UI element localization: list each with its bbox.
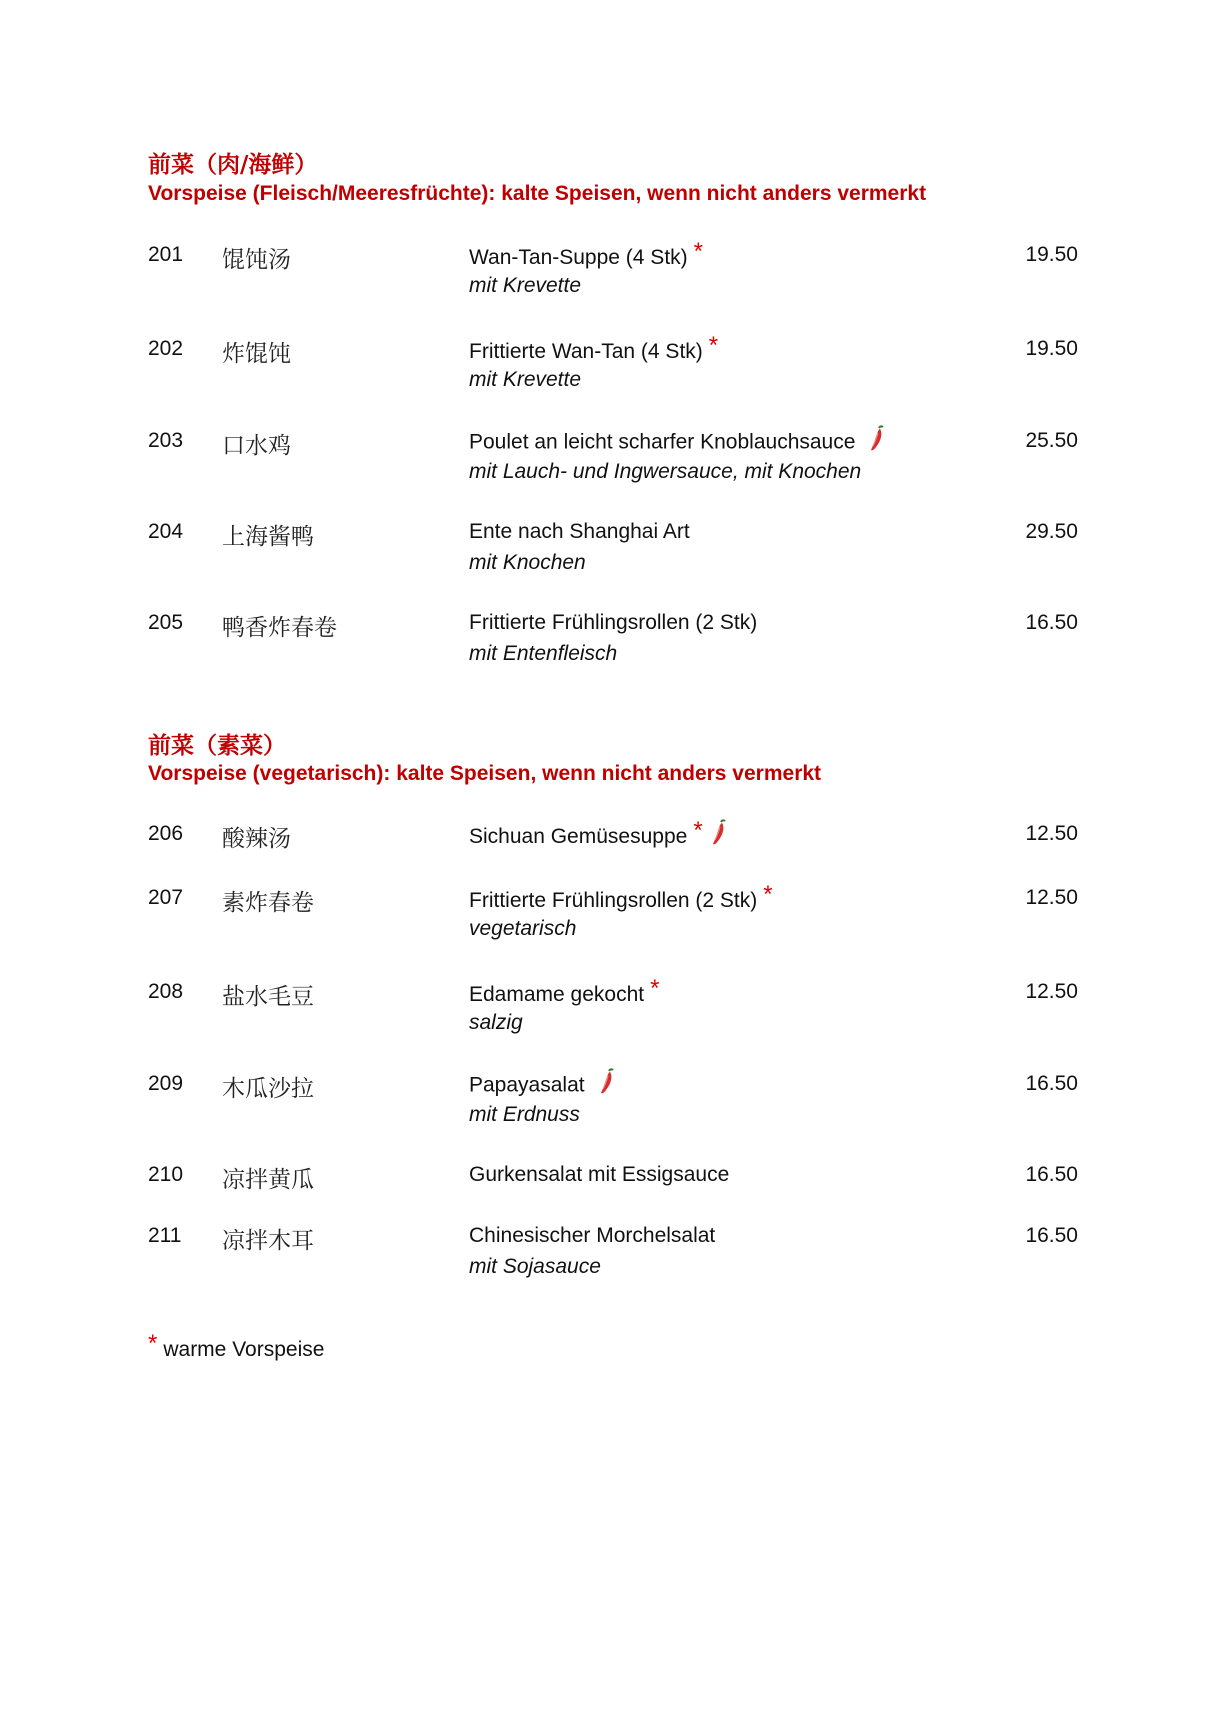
item-desc [469,429,885,457]
item-desc [469,1163,729,1187]
chili-icon [869,425,885,453]
item-subtitle: mit Entenfleisch [469,642,618,665]
warm-star-icon: * [693,238,703,265]
item-desc [469,817,727,851]
menu-item [148,881,1078,946]
item-name-cn: 凉拌黄瓜 [222,1167,314,1193]
item-number: 202 [148,337,184,360]
item-desc [469,975,660,1008]
item-number: 205 [148,611,184,634]
item-name-cn: 馄饨汤 [222,247,291,273]
section1-title-de: Vorspeise (Fleisch/Meeresfrüchte): kalte Speisen, wenn nicht anders vermerkt [148,182,927,205]
item-name-cn: 炸馄饨 [222,341,291,367]
item-number: 203 [148,429,184,452]
item-name-cn: 木瓜沙拉 [222,1076,314,1102]
item-subtitle: mit Krevette [469,368,582,391]
item-desc [469,611,757,635]
item-price: 16.50 [1025,1072,1078,1095]
item-price: 29.50 [1025,520,1078,543]
warm-star-icon: * [693,817,703,844]
item-name-cn: 口水鸡 [222,433,291,459]
item-number: 201 [148,243,184,266]
menu-item [148,611,1078,671]
item-price: 19.50 [1025,243,1078,266]
item-desc-text: Frittierte Frühlingsrollen (2 Stk) [469,611,758,634]
section2-title-cn: 前菜（素菜） [148,732,286,759]
item-subtitle: mit Erdnuss [469,1103,580,1126]
item-price: 25.50 [1025,429,1078,452]
menu-item [148,1072,1078,1132]
item-desc-text: Frittierte Wan-Tan (4 Stk) [469,340,703,363]
item-number: 210 [148,1163,184,1186]
item-name-cn: 素炸春卷 [222,890,314,916]
footnote-text: warme Vorspeise [163,1338,325,1361]
item-number: 204 [148,520,184,543]
item-desc-text: Chinesischer Morchelsalat [469,1224,716,1247]
menu-item [148,975,1078,1040]
chili-icon [599,1068,615,1096]
section1-title-cn: 前菜（肉/海鲜） [148,151,318,178]
item-price: 16.50 [1025,1224,1078,1247]
item-number: 206 [148,822,184,845]
item-number: 209 [148,1072,184,1095]
footnote [148,1330,325,1363]
item-desc-text: Ente nach Shanghai Art [469,520,690,543]
item-price: 16.50 [1025,1163,1078,1186]
menu-item [148,1224,1078,1284]
item-subtitle: mit Lauch- und Ingwersauce, mit Knochen [469,460,862,483]
item-subtitle: salzig [469,1011,523,1034]
item-subtitle: mit Knochen [469,551,586,574]
warm-star-icon: * [650,975,660,1002]
item-desc-text: Sichuan Gemüsesuppe [469,825,688,848]
item-desc-text: Edamame gekocht [469,983,645,1006]
item-desc [469,332,719,365]
item-price: 12.50 [1025,822,1078,845]
item-desc-text: Poulet an leicht scharfer Knoblauchsauce [469,430,856,454]
item-name-cn: 酸辣汤 [222,826,291,852]
warm-star-icon: * [708,332,719,359]
item-subtitle: mit Sojasauce [469,1255,601,1278]
menu-item [148,429,1078,489]
item-price: 16.50 [1025,611,1078,634]
warm-star-icon: * [763,881,773,908]
item-number: 207 [148,886,184,909]
section2-title-de: Vorspeise (vegetarisch): kalte Speisen, wenn nicht anders vermerkt [148,762,822,785]
menu-item [148,1163,1078,1223]
item-subtitle: vegetarisch [469,917,577,940]
item-desc [469,1224,715,1248]
item-name-cn: 凉拌木耳 [222,1228,314,1254]
item-desc-text: Frittierte Frühlingsrollen (2 Stk) [469,889,758,912]
item-subtitle: mit Krevette [469,274,582,297]
item-price: 19.50 [1025,337,1078,360]
chili-icon [711,819,727,847]
item-price: 12.50 [1025,886,1078,909]
menu-item [148,817,1078,882]
item-desc [469,238,703,271]
warm-star-icon: * [148,1330,158,1357]
item-price: 12.50 [1025,980,1078,1003]
item-desc-text: Wan-Tan-Suppe (4 Stk) [469,246,688,269]
item-desc-text: Gurkensalat mit Essigsauce [469,1163,730,1186]
menu-item [148,238,1078,303]
item-number: 208 [148,980,184,1003]
item-desc-text: Papayasalat [469,1073,585,1097]
item-number: 211 [148,1224,182,1247]
item-name-cn: 上海酱鸭 [222,524,314,550]
item-desc [469,881,773,914]
item-name-cn: 鸭香炸春卷 [222,615,337,641]
item-desc [469,520,690,544]
menu-item [148,520,1078,580]
item-name-cn: 盐水毛豆 [222,984,314,1010]
menu-item [148,332,1078,397]
item-desc [469,1072,615,1100]
